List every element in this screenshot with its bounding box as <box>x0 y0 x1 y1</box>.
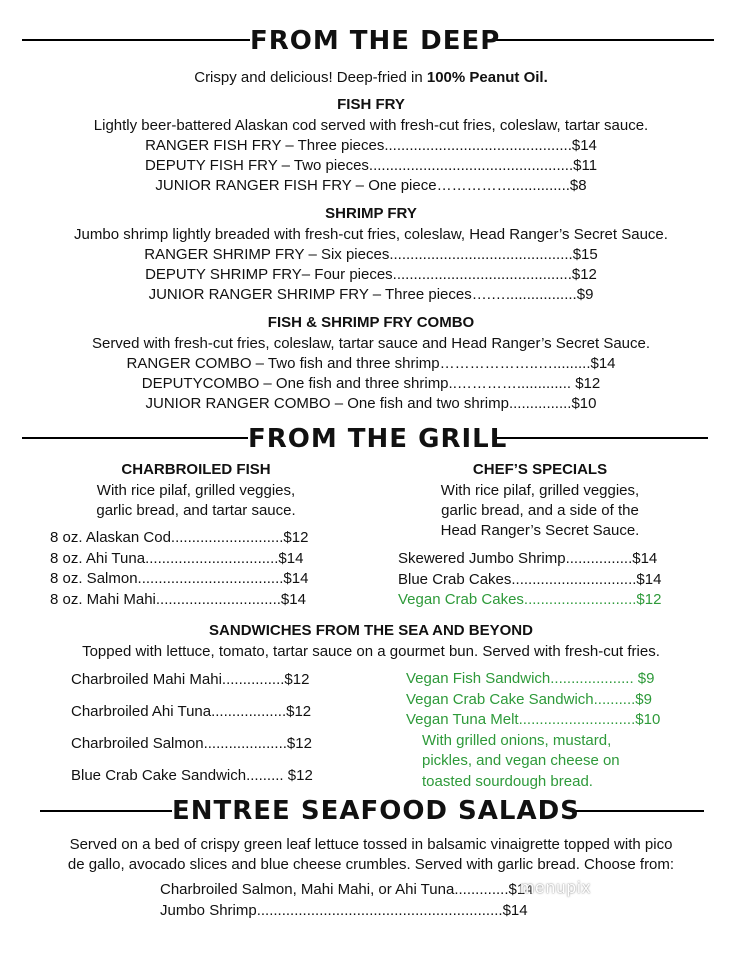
menu-item: RANGER FISH FRY – Three pieces.............................................$14 <box>145 137 597 154</box>
vegan-note: With grilled onions, mustard, <box>422 732 612 749</box>
menu-item: 8 oz. Mahi Mahi..............................$14 <box>50 591 306 608</box>
menu-item: JUNIOR RANGER COMBO – One fish and two shrimp...............$10 <box>145 395 597 412</box>
section-rule-right <box>492 39 714 41</box>
menu-item: 8 oz. Ahi Tuna................................$14 <box>50 550 304 567</box>
menu-item: DEPUTY SHRIMP FRY– Four pieces...........................................$12 <box>145 266 597 283</box>
menu-item: Charbroiled Salmon....................$12 <box>71 735 312 752</box>
section-rule-left <box>22 39 250 41</box>
deep-intro-text: Crispy and delicious! Deep-fried in <box>194 69 427 86</box>
menu-item: JUNIOR RANGER SHRIMP FRY – Three pieces….….................$9 <box>148 286 594 303</box>
charbroiled-desc: garlic bread, and tartar sauce. <box>96 502 296 519</box>
salads-desc: Served on a bed of crispy green leaf lettuce tossed in balsamic vinaigrette topped with pico <box>69 836 673 853</box>
menu-item-vegan: Vegan Crab Cakes...........................$12 <box>398 591 662 608</box>
deep-intro <box>0 69 742 86</box>
shrimp-fry-desc: Jumbo shrimp lightly breaded with fresh-cut fries, coleslaw, Head Ranger’s Secret Sauce. <box>74 226 668 243</box>
menu-item: Jumbo Shrimp...........................................................$14 <box>160 902 528 919</box>
menu-item-vegan: Vegan Crab Cake Sandwich..........$9 <box>406 691 652 708</box>
menu-item-vegan: Vegan Tuna Melt............................$10 <box>406 711 661 728</box>
menu-item: JUNIOR RANGER FISH FRY – One piece……………..............$8 <box>155 177 587 194</box>
section-rule-right <box>570 810 704 812</box>
section-rule-left <box>40 810 172 812</box>
section-rule-left <box>22 437 248 439</box>
deep-intro-bold: 100% Peanut Oil. <box>426 69 548 86</box>
vegan-note: pickles, and vegan cheese on <box>422 752 620 769</box>
specials-desc: garlic bread, and a side of the <box>441 502 639 519</box>
specials-desc: With rice pilaf, grilled veggies, <box>440 482 640 499</box>
menu-item: Charbroiled Mahi Mahi...............$12 <box>71 671 310 688</box>
sandwiches-desc: Topped with lettuce, tomato, tartar sauce on a gourmet bun. Served with fresh-cut fries. <box>82 643 660 660</box>
section-title-deep <box>250 26 501 56</box>
menu-item: RANGER COMBO – Two fish and three shrimp………………..….........$14 <box>126 355 616 372</box>
charbroiled-desc: With rice pilaf, grilled veggies, <box>96 482 296 499</box>
menu-item: Skewered Jumbo Shrimp................$14 <box>398 550 658 567</box>
specials-desc: Head Ranger’s Secret Sauce. <box>440 522 640 539</box>
section-rule-right <box>494 437 708 439</box>
menu-item: Charbroiled Salmon, Mahi Mahi, or Ahi Tuna.............$14 <box>160 881 534 898</box>
menu-item-vegan: Vegan Fish Sandwich.................... $9 <box>406 670 655 687</box>
watermark: menupix <box>520 878 592 897</box>
specials-heading: CHEF’S SPECIALS <box>472 461 608 478</box>
menu-item: DEPUTYCOMBO – One fish and three shrimp..…………............. $12 <box>141 375 601 392</box>
shrimp-fry-heading: SHRIMP FRY <box>325 205 417 222</box>
menu-item: 8 oz. Salmon...................................$14 <box>50 570 309 587</box>
section-title-salads <box>172 796 580 826</box>
section-title-grill-text: FROM THE GRILL <box>248 424 508 454</box>
menu-item: Blue Crab Cakes..............................$14 <box>398 571 662 588</box>
menu-item: Blue Crab Cake Sandwich......... $12 <box>71 767 313 784</box>
menu-item: Charbroiled Ahi Tuna..................$12 <box>71 703 312 720</box>
menu-item: 8 oz. Alaskan Cod...........................$12 <box>50 529 309 546</box>
section-title-salads-text: ENTREE SEAFOOD SALADS <box>172 796 580 826</box>
menu-item: DEPUTY FISH FRY – Two pieces.................................................$11 <box>144 157 598 174</box>
fish-fry-desc: Lightly beer-battered Alaskan cod served with fresh-cut fries, coleslaw, tartar sauce. <box>93 117 649 134</box>
section-title-deep-text: FROM THE DEEP <box>250 26 501 56</box>
sandwiches-heading: SANDWICHES FROM THE SEA AND BEYOND <box>209 622 533 639</box>
charbroiled-heading: CHARBROILED FISH <box>121 461 271 478</box>
salads-desc: de gallo, avocado slices and blue cheese crumbles. Served with garlic bread. Choose from: <box>67 856 675 873</box>
vegan-note: toasted sourdough bread. <box>422 773 593 790</box>
combo-desc: Served with fresh-cut fries, coleslaw, tartar sauce and Head Ranger’s Secret Sauce. <box>91 335 651 352</box>
section-title-grill <box>248 424 508 454</box>
combo-heading: FISH & SHRIMP FRY COMBO <box>267 314 475 331</box>
fish-fry-heading: FISH FRY <box>337 96 405 113</box>
menu-item: RANGER SHRIMP FRY – Six pieces............................................$15 <box>144 246 598 263</box>
